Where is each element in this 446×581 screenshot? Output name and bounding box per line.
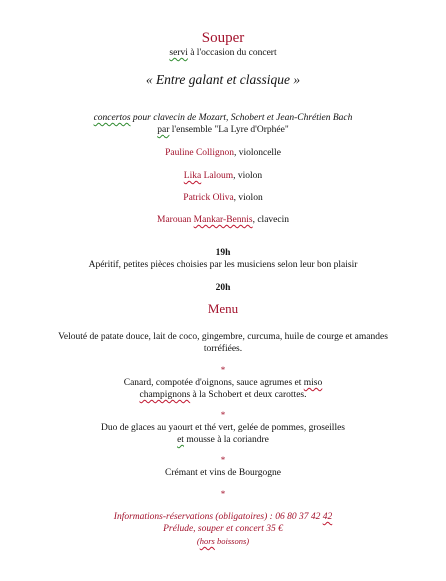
subtitle: servi à l'occasion du concert <box>169 48 277 58</box>
dessert-line-1: Duo de glaces au yaourt et thé vert, gelée de pommes, groseilles <box>100 423 345 433</box>
time-19h: 19h <box>215 248 231 258</box>
wine-line: Crémant et vins de Bourgogne <box>165 468 281 478</box>
program-line-2: par l'ensemble "La Lyre d'Orphée" <box>157 125 289 135</box>
starter-line-1: Velouté de patate douce, lait de coco, gingembre, curcuma, huile de courge et amandes <box>58 332 388 342</box>
musician-item: Marouan Mankar-Bennis, clavecin <box>157 215 289 225</box>
aperitif-line: Apéritif, petites pièces choisies par les musiciens selon leur bon plaisir <box>88 260 358 270</box>
time-20h: 20h <box>215 283 231 293</box>
concert-title: « Entre galant et classique » <box>145 72 301 87</box>
musician-item: Pauline Collignon, violoncelle <box>165 148 281 158</box>
separator-star: * <box>220 489 226 499</box>
separator-star: * <box>220 455 226 465</box>
main-line-2: champignons à la Schobert et deux carottes. <box>139 390 307 400</box>
reservation-info: Informations-réservations (obligatoires) : 06 80 37 42 42 <box>113 512 333 522</box>
page-title: Souper <box>201 30 245 46</box>
drinks-note: (hors boissons) <box>196 536 250 546</box>
separator-star: * <box>220 365 226 375</box>
main-line-1: Canard, compotée d'oignons, sauce agrumes et miso <box>123 378 323 388</box>
musician-item: Patrick Oliva, violon <box>183 193 263 203</box>
musician-item: Lika Laloum, violon <box>183 171 263 181</box>
program-line-1: concertos pour clavecin de Mozart, Schobert et Jean-Chrétien Bach <box>93 113 353 123</box>
starter-line-2: torréfiées. <box>203 344 243 354</box>
menu-title: Menu <box>207 301 239 316</box>
price-line: Prélude, souper et concert 35 € <box>163 524 283 534</box>
separator-star: * <box>220 410 226 420</box>
dessert-line-2: et mousse à la coriandre <box>177 435 269 445</box>
